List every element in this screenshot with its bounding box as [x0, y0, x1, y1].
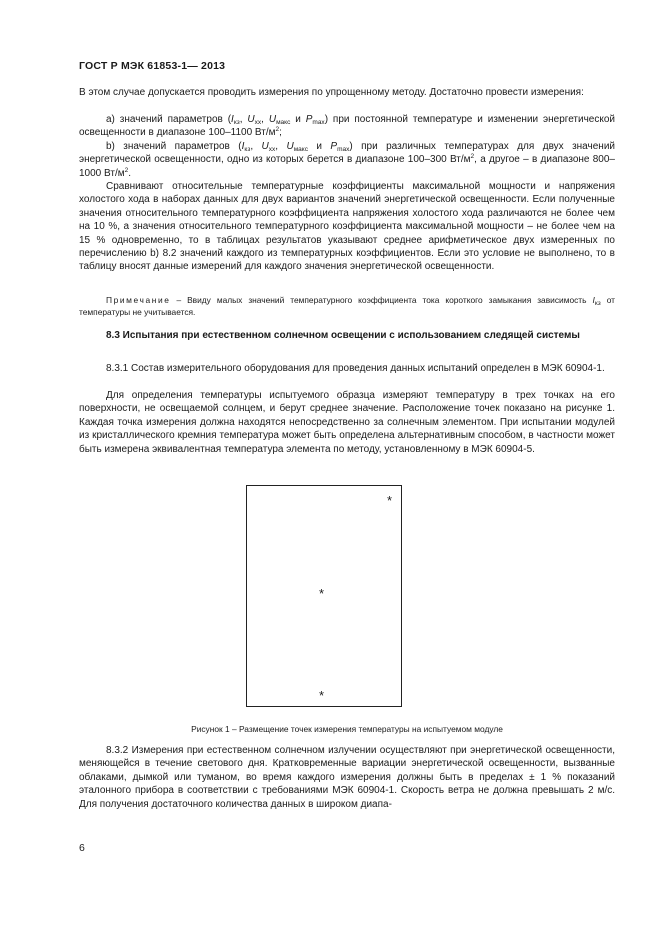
figure-caption: Рисунок 1 – Размещение точек измерения температуры на испытуемом модуле: [191, 724, 503, 734]
page-number: 6: [79, 842, 85, 854]
paragraph-compare: Сравнивают относительные температурные коэффициенты максимальной мощности и напряжения холостого хода в наборах данных для двух вариантов значений энергетической освещенности. Если полученные значения относительного температурного коэффициента напряжения холостого хода различаются не более чем на 10 %, а значения относительного температурного коэффициента максимальной мощности – не более чем на 15 % одновременно, то в таблицах результатов указывают среднее арифметическое двух измеренных по перечислению b) 8.2 значений каждого из температурных коэффициентов. Если это условие не выполнено, то в таблицу вносят данные измерений для каждого значения энергетической освещенности.: [79, 181, 615, 273]
list-item-b: b) значений параметров ($I_{кз}$, $U_{хх}$, $U_{макс}$ и $P_{max}$) при различных температурах для двух значений энергетической освещенности, одно из которых берется в диапазоне 100–300 $Вт/м^2$, а другое – в диапазоне 800–1000 $Вт/м^2$.: [79, 141, 615, 179]
document-header: ГОСТ Р МЭК 61853-1— 2013: [79, 60, 226, 72]
measurement-point-center: *: [319, 586, 325, 601]
paragraph-8-3-2: 8.3.2 Измерения при естественном солнечном излучении осуществляют при энергетической освещенности, меняющейся в течение светового дня. Кратковременные вариации энергетической освещенности, вызванные облаками, дымкой или туманом, во время каждого измерения должны быть в пределах ± 1 % показаний эталонного прибора в соответствии с требованиями МЭК 60904-1. Скорость ветра не должна превышать 2 м/с. Для получения достаточного количества данных в широком диапа-: [79, 745, 615, 810]
note-label: Примечание: [106, 295, 171, 305]
measurement-point-top: *: [387, 493, 393, 508]
paragraph-temperature: Для определения температуры испытуемого образца измеряют температуру в трех точках на его поверхности, не освещаемой солнцем, и берут среднее значение. Расположение точек показано на рисунке 1. Каждая точка измерения должна находятся непосредственно за солнечным элементом. При испытании модулей из кристаллического кремния температура может быть определена альтернативным способом, в частности может быть измерена эквивалентная температура элемента по методу, установленному в МЭК 60904-5.: [79, 390, 615, 455]
section-heading: 8.3 Испытания при естественном солнечном освещении с использованием следящей системы: [106, 330, 580, 341]
note: Примечание – Ввиду малых значений температурного коэффициента тока короткого замыкания зависимость $I_{кз}$ от температуры не учитывается.: [79, 295, 615, 317]
measurement-point-bottom: *: [319, 688, 325, 703]
paragraph-8-3-1: 8.3.1 Состав измерительного оборудования для проведения данных испытаний определен в МЭК 60904-1.: [106, 363, 605, 374]
paragraph-intro: В этом случае допускается проводить измерения по упрощенному методу. Достаточно провести измерения:: [79, 87, 584, 98]
module-outline-figure: [246, 485, 402, 707]
list-item-a: а) значений параметров ($I_{кз}$, $U_{хх}$, $U_{макс}$ и $P_{max}$) при постоянной температуре и изменении энергетической освещенности в диапазоне 100–1100 $Вт/м^2$;: [79, 114, 615, 139]
